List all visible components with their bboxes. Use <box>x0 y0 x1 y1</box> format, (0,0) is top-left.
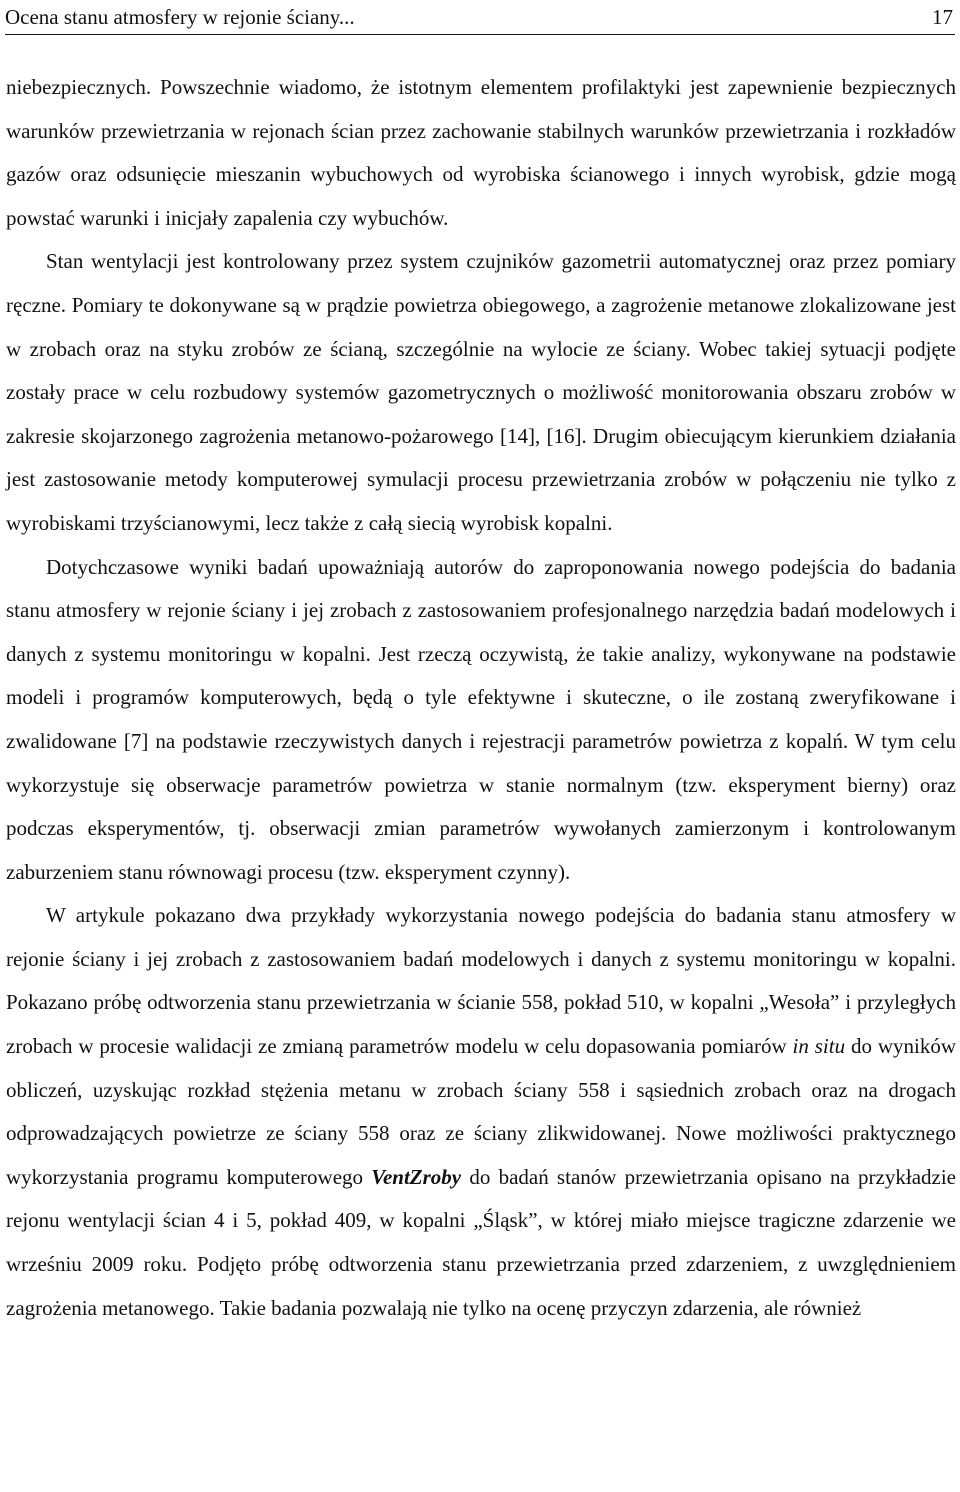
paragraph-4-part-a: W artykule pokazano dwa przykłady wykorzystania nowego podejścia do badania stanu atmosfery w rejonie ściany i jej zrobach z zastosowaniem badań modelowych i danych z systemu monitoringu w kopalni. Pokazano próbę odtworzenia stanu przewietrzania w ścianie 558, pokład 510, w kopalni „Wesoła” i przyległych zrobach w procesie walidacji ze zmianą parametrów modelu w celu dopasowania pomiarów <box>6 903 956 1059</box>
page-number: 17 <box>932 5 953 29</box>
in-situ-term: in situ <box>792 1034 846 1059</box>
paragraph-4 <box>6 894 956 1330</box>
running-header <box>5 0 955 35</box>
paragraph-4-part-b: do wyników obliczeń, uzyskując rozkład stężenia metanu w zrobach ściany 558 i sąsiednich zrobach oraz na drogach odprowadzających powietrze ze ściany 558 oraz ze ściany zlikwidowanej. Nowe możliwości praktycznego wykorzystania programu komputerowego <box>6 1034 956 1189</box>
header-title: Ocena stanu atmosfery w rejonie ściany... <box>5 5 355 29</box>
paragraph-1: niebezpiecznych. Powszechnie wiadomo, że istotnym elementem profilaktyki jest zapewnienie bezpiecznych warunków przewietrzania w rejonach ścian przez zachowanie stabilnych warunków przewietrzania i rozkładów gazów oraz odsunięcie mieszanin wybuchowych od wyrobiska ścianowego i innych wyrobisk, gdzie mogą powstać warunki i inicjały zapalenia czy wybuchów. <box>6 75 956 230</box>
paragraph-2: Stan wentylacji jest kontrolowany przez system czujników gazometrii automatycznej oraz przez pomiary ręczne. Pomiary te dokonywane są w prądzie powietrza obiegowego, a zagrożenie metanowe zlokalizowane jest w zrobach oraz na styku zrobów ze ścianą, szczególnie na wylocie ze ściany. Wobec takiej sytuacji podjęte zostały prace w celu rozbudowy systemów gazometrycznych o możliwość monitorowania obszaru zrobów w zakresie skojarzonego zagrożenia metanowo-pożarowego [14], [16]. Drugim obiecującym kierunkiem działania jest zastosowanie metody komputerowej symulacji procesu przewietrzania zrobów w połączeniu nie tylko z wyrobiskami trzyścianowymi, lecz także z całą siecią wyrobisk kopalni. <box>6 249 956 535</box>
program-name: VentZroby <box>371 1164 462 1189</box>
paragraph-3: Dotychczasowe wyniki badań upoważniają autorów do zaproponowania nowego podejścia do badania stanu atmosfery w rejonie ściany i jej zrobach z zastosowaniem profesjonalnego narzędzia badań modelowych i danych z systemu monitoringu w kopalni. Jest rzeczą oczywistą, że takie analizy, wykonywane na podstawie modeli i programów komputerowych, będą o tyle efektywne i skuteczne, o ile zostaną zweryfikowane i zwalidowane [7] na podstawie rzeczywistych danych i rejestracji parametrów powietrza z kopalń. W tym celu wykorzystuje się obserwacje parametrów powietrza w stanie normalnym (tzw. eksperyment bierny) oraz podczas eksperymentów, tj. obserwacji zmian parametrów wywołanych zamierzonym i kontrolowanym zaburzeniem stanu równowagi procesu (tzw. eksperyment czynny). <box>6 554 956 884</box>
body-text <box>6 66 956 1330</box>
paragraph-4-part-c: do badań stanów przewietrzania opisano na przykładzie rejonu wentylacji ścian 4 i 5, pokład 409, w kopalni „Śląsk”, w której miało miejsce tragiczne zdarzenie we wrześniu 2009 roku. Podjęto próbę odtworzenia stanu przewietrzania przed zdarzeniem, z uwzględnieniem zagrożenia metanowego. Takie badania pozwalają nie tylko na ocenę przyczyn zdarzenia, ale również <box>6 1164 957 1320</box>
